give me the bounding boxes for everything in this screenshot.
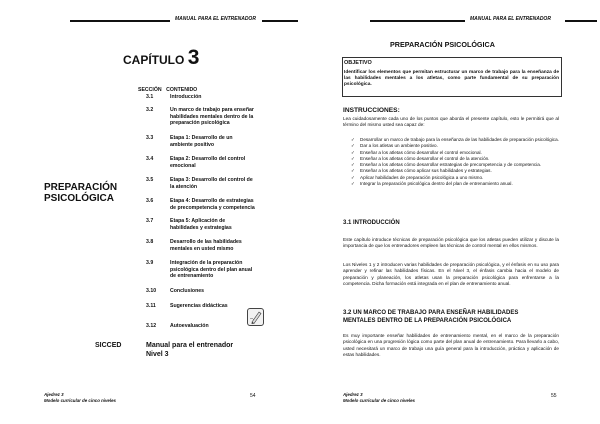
right-footer <box>343 392 415 403</box>
toc-entry[interactable]: Un marco de trabajo para enseñar habilidades mentales dentro de la preparación psicológica <box>170 107 254 126</box>
check-icon: ✓ <box>351 181 355 187</box>
list-item: ✓ Aplicar habilidades de preparación psicológica a uno mismo. <box>351 174 484 180</box>
toc-header <box>138 87 197 93</box>
toc-entry[interactable]: Etapa 5: Aplicación de habilidades y estrategias <box>170 218 232 231</box>
toc-entry[interactable]: Conclusiones <box>170 288 205 294</box>
side-title-line: PREPARACIÓN <box>44 182 118 193</box>
check-icon: ✓ <box>351 162 355 168</box>
list-item: ✓ Enseñar a los atletas cómo desarrollar estrategias de precompetencia y de competencia. <box>351 162 542 168</box>
toc-entry[interactable]: Etapa 4: Desarrollo de estrategias de precompetencia y competencia <box>170 198 255 211</box>
toc-entry[interactable]: Sugerencias didácticas <box>170 303 228 309</box>
toc-number: 3.7 <box>146 218 154 224</box>
list-item: ✓ Enseñar a los atletas cómo desarrollar el control de la atención. <box>351 155 490 161</box>
toc-number: 3.3 <box>146 135 154 141</box>
toc-number: 3.1 <box>146 94 154 100</box>
manual-title <box>146 341 233 359</box>
list-item: ✓ Enseñar a los atletas cómo desarrollar el control emocional. <box>351 149 482 155</box>
page-number: 55 <box>551 393 557 399</box>
header-rule <box>565 20 597 22</box>
toc-number: 3.11 <box>146 303 156 309</box>
check-icon: ✓ <box>351 143 355 149</box>
page-title: PREPARACIÓN PSICOLÓGICA <box>390 40 495 49</box>
section-heading-line: MENTALES DENTRO DE LA PREPARACIÓN PSICOLÓGICA <box>343 317 512 324</box>
toc-header-section: SECCIÓN <box>138 87 162 93</box>
footer-line: Ajedrez 3 <box>44 392 64 397</box>
header-rule <box>370 20 465 22</box>
manual-line: Manual para el entrenador <box>146 342 234 349</box>
intro-paragraph: Los Niveles 1 y 2 introducen varias habilidades de preparación psicológica, y el énfasis en su uso para aprender y refinar las habilidades físicas. En el Nivel 3, el énfasis cambia hacia el modelo de preparación y planeación, los atletas usan la preparación psicológica para enfrentarse a la competencia. Dicha formación está integrada en el plan de entrenamiento anual. <box>343 262 559 286</box>
list-item: ✓ Integrar la preparación psicológica dentro del plan de entrenamiento anual. <box>351 181 513 187</box>
list-item: ✓ Enseñar a los atletas cómo aplicar sus habilidades y estrategias. <box>351 168 492 174</box>
toc-number: 3.8 <box>146 239 154 245</box>
objective-label: OBJETIVO <box>344 60 372 66</box>
section-heading-marco-de-trabajo <box>343 310 561 325</box>
section-paragraph: Es muy importante enseñar habilidades de entrenamiento mental, en el marco de la preparación psicológica en una progresión lógica como parte del plan anual de entrenamiento. Para llevarlo a cabo, usted necesitará un marco de trabajo una guía general para la introducción, práctica y aplicación de estas habilidades. <box>343 333 559 357</box>
chapter-title <box>123 46 199 70</box>
toc-number: 3.12 <box>146 323 157 329</box>
side-title <box>44 182 117 204</box>
list-item: ✓ Dar a los atletas un ambiente positivo. <box>351 143 438 149</box>
toc-number: 3.6 <box>146 198 154 204</box>
publisher-label: SICCED <box>95 342 122 349</box>
side-title-line: PSICOLÓGICA <box>44 193 115 204</box>
section-heading-introduccion: 3.1 INTRODUCCIÓN <box>343 220 400 226</box>
header-rule <box>262 20 298 22</box>
check-icon: ✓ <box>351 137 355 142</box>
instructions-text: Lea cuidadosamente cada uno de los puntos que aborda el presente capítulo, esto le permitirá que al término del mismo usted sea capaz de: <box>343 116 559 128</box>
objective-text: Identificar los elementos que permitan estructurar un marco de trabajo para la enseñanza de las habilidades mentales a los atletas, como parte fundamental de su preparación psicológica. <box>344 70 559 87</box>
check-icon: ✓ <box>351 174 355 180</box>
check-icon: ✓ <box>351 168 355 174</box>
section-heading-line: 3.2 UN MARCO DE TRABAJO PARA ENSEÑAR HABILIDADES <box>343 310 519 316</box>
check-icon: ✓ <box>351 155 355 161</box>
manual-line: Nivel 3 <box>146 351 169 358</box>
page-number: 54 <box>250 393 256 399</box>
chapter-word: CAPÍTULO <box>123 53 185 67</box>
instructions-heading: INSTRUCCIONES: <box>343 107 400 114</box>
right-header: MANUAL PARA EL ENTRENADOR <box>470 16 551 22</box>
toc-entry[interactable]: Etapa 2: Desarrollo del control emocional <box>170 156 246 169</box>
toc-number: 3.9 <box>146 260 154 266</box>
toc-entry[interactable]: Etapa 1: Desarrollo de un ambiente positivo <box>170 135 233 148</box>
footer-line: Modelo curricular de cinco niveles <box>343 397 415 403</box>
toc-number: 3.10 <box>146 288 157 294</box>
footer-line: Ajedrez 3 <box>343 392 363 397</box>
instructions-list <box>343 137 559 187</box>
left-footer <box>44 392 116 403</box>
toc-header-content: CONTENIDO <box>166 87 198 93</box>
toc-number: 3.2 <box>146 107 154 113</box>
intro-paragraph: Este capítulo introduce técnicas de preparación psicológica que los atletas pueden utilizar y discute la importancia de que los entrenadores empleen las técnicas de control mental en ellos mismos. <box>343 237 559 249</box>
toc-entry[interactable]: Introducción <box>170 94 202 100</box>
toc-entry[interactable]: Desarrollo de las habilidades mentales en usted mismo <box>170 239 242 252</box>
toc-entry[interactable]: Integración de la preparación psicológica dentro del plan anual de entrenamiento <box>170 260 253 279</box>
footer-line: Modelo curricular de cinco niveles <box>44 397 116 403</box>
toc-entry[interactable]: Autoevaluación <box>170 323 209 329</box>
toc-entry[interactable]: Etapa 3: Desarrollo del control de la atención <box>170 177 253 190</box>
chapter-number: 3 <box>187 46 200 69</box>
check-icon: ✓ <box>351 149 355 155</box>
toc-number: 3.5 <box>146 177 154 183</box>
pencil-icon <box>247 308 264 326</box>
toc-number: 3.4 <box>146 156 154 162</box>
left-header: MANUAL PARA EL ENTRENADOR <box>175 16 256 22</box>
list-item: ✓ Desarrollar un marco de trabajo para la enseñanza de las habilidades de preparación psicológica. <box>351 137 559 142</box>
header-rule <box>70 20 170 22</box>
